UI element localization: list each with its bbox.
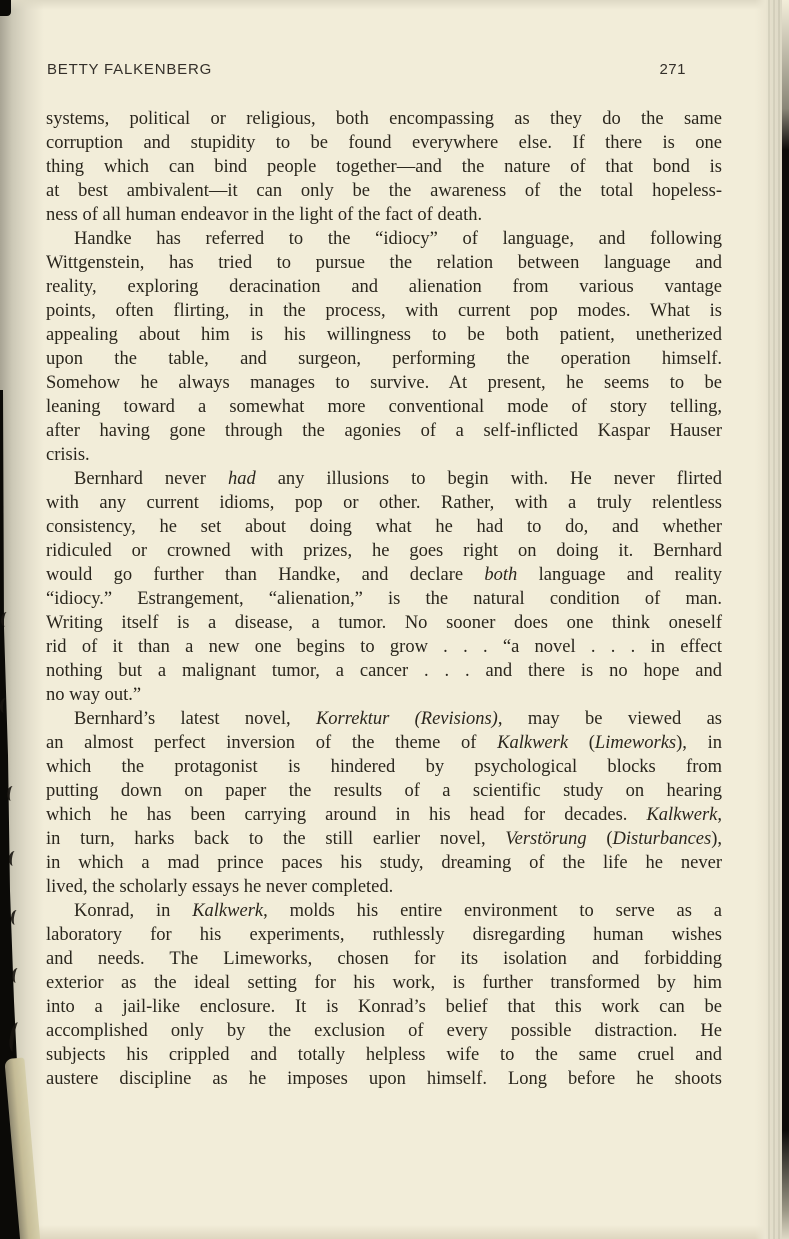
text-line: rid of it than a new one begins to grow . . . “a novel . . . in effect	[46, 637, 722, 657]
bottom-edge-shadow	[0, 1225, 789, 1239]
text-line: with any current idioms, pop or other. Rather, with a truly relentless	[46, 493, 722, 513]
text-line: no way out.”	[46, 685, 142, 705]
binding-mark	[8, 850, 20, 866]
page-number: 271	[659, 61, 686, 78]
right-page-edge-streaks	[768, 0, 784, 1239]
text-line: in which a mad prince paces his study, dreaming of the life he never	[46, 853, 722, 873]
paragraph	[46, 227, 722, 467]
binding-mark	[11, 967, 23, 983]
paragraph	[46, 467, 722, 707]
text-line: lived, the scholarly essays he never completed.	[46, 877, 394, 897]
binding-mark	[0, 697, 11, 713]
text-line: after having gone through the agonies of a self-inflicted Kaspar Hauser	[46, 421, 722, 441]
text-line: systems, political or religious, both encompassing as they do the same	[46, 109, 722, 129]
binding-mark	[6, 785, 18, 801]
text-block	[46, 107, 722, 1091]
text-line: laboratory for his experiments, ruthlessly disregarding human wishes	[46, 925, 722, 945]
text-line: which he has been carrying around in his head for decades. Kalkwerk,	[46, 805, 722, 825]
text-line: would go further than Handke, and declare both language and reality	[46, 565, 722, 585]
text-line: Somehow he always manages to survive. At present, he seems to be	[46, 373, 722, 393]
text-line: Wittgenstein, has tried to pursue the relation between language and	[46, 253, 722, 273]
text-line: into a jail-like enclosure. It is Konrad’s belief that this work can be	[46, 997, 722, 1017]
text-line: appealing about him is his willingness to be both patient, unetherized	[46, 325, 722, 345]
text-line: Handke has referred to the “idiocy” of language, and following	[74, 229, 722, 249]
text-line: reality, exploring deracination and alienation from various vantage	[46, 277, 722, 297]
text-line: at best ambivalent—it can only be the awareness of the total hopeless-	[46, 181, 722, 201]
binding-mark	[10, 909, 22, 925]
running-header	[47, 61, 686, 78]
text-line: “idiocy.” Estrangement, “alienation,” is the natural condition of man.	[46, 589, 722, 609]
text-line: consistency, he set about doing what he had to do, and whether	[46, 517, 722, 537]
header-author: BETTY FALKENBERG	[47, 61, 213, 78]
text-line: in turn, harks back to the still earlier novel, Verstörung (Disturbances),	[46, 829, 722, 849]
text-line: Konrad, in Kalkwerk, molds his entire environment to serve as a	[74, 901, 723, 921]
text-line: austere discipline as he imposes upon himself. Long before he shoots	[46, 1069, 722, 1089]
text-line: ridiculed or crowned with prizes, he goes right on doing it. Bernhard	[46, 541, 722, 561]
paragraph	[46, 107, 722, 227]
text-line: points, often flirting, in the process, with current pop modes. What is	[46, 301, 722, 321]
text-line: thing which can bind people together—and the nature of that bond is	[46, 157, 722, 177]
text-line: which the protagonist is hindered by psychological blocks from	[46, 757, 722, 777]
text-line: putting down on paper the results of a scientific study on hearing	[46, 781, 722, 801]
text-line: nothing but a malignant tumor, a cancer . . . and there is no hope and	[46, 661, 722, 681]
text-line: accomplished only by the exclusion of every possible distraction. He	[46, 1021, 722, 1041]
paragraph	[46, 899, 722, 1091]
text-line: exterior as the ideal setting for his work, is further transformed by him	[46, 973, 722, 993]
text-line: Bernhard’s latest novel, Korrektur (Revisions), may be viewed as	[74, 709, 722, 729]
text-line: corruption and stupidity to be found everywhere else. If there is one	[46, 133, 722, 153]
text-line: an almost perfect inversion of the theme of Kalkwerk (Limeworks), in	[46, 733, 722, 753]
text-line: crisis.	[46, 445, 90, 465]
top-left-scan-corner	[0, 0, 11, 16]
text-line: and needs. The Limeworks, chosen for its isolation and forbidding	[46, 949, 722, 969]
paragraph	[46, 707, 722, 899]
text-line: Bernhard never had any illusions to begin with. He never flirted	[74, 469, 722, 489]
text-line: ness of all human endeavor in the light of the fact of death.	[46, 205, 483, 225]
text-line: leaning toward a somewhat more conventional mode of story telling,	[46, 397, 722, 417]
right-page-edge	[755, 0, 789, 1239]
text-line: upon the table, and surgeon, performing the operation himself.	[46, 349, 722, 369]
right-scan-border	[782, 0, 789, 1239]
top-edge-shadow	[0, 0, 789, 10]
binding-mark	[0, 611, 12, 627]
text-line: Writing itself is a disease, a tumor. No sooner does one think oneself	[46, 613, 722, 633]
text-line: subjects his crippled and totally helpless wife to the same cruel and	[46, 1045, 722, 1065]
